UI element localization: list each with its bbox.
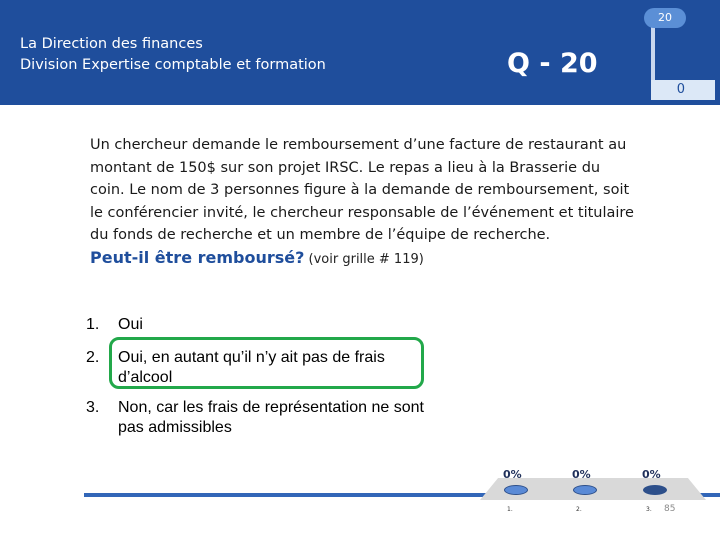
chart-bar [643, 485, 667, 495]
question-prompt [90, 248, 424, 267]
chart-category-label: 2. [576, 506, 582, 513]
answer-text: Non, car les frais de représentation ne sont pas admissibles [118, 399, 424, 436]
correct-answer-highlight [109, 337, 424, 389]
answer-text: Oui, en autant qu’il n’y ait pas de frais d’alcool [118, 349, 385, 386]
chart-value-label: 0% [503, 468, 522, 481]
grid-reference: (voir grille # 119) [304, 252, 424, 267]
chart-category-label: 1. [507, 506, 513, 513]
chart-bar [504, 485, 528, 495]
response-chart [470, 468, 720, 540]
timer-start-label: 20 [644, 8, 686, 28]
answer-number: 2. [86, 349, 100, 366]
chart-category-label: 3. [646, 506, 652, 513]
answer-text: Oui [118, 316, 143, 333]
timer-end-label: 0 [651, 80, 715, 100]
answer-number: 3. [86, 399, 100, 416]
org-line-1: La Direction des finances [20, 36, 203, 52]
question-text: Un chercheur demande le remboursement d’une facture de restaurant au montant de 150$ sur son projet IRSC. Le repas a lieu à la Brasserie du coin. Le nom de 3 personnes figure à la demande de remboursement, soit le conférencier invité, le chercheur responsable de l’événement et titulaire du fonds de recherche et un membre de l’équipe de recherche. [90, 137, 634, 243]
org-line-2: Division Expertise comptable et formation [20, 57, 326, 73]
prompt-text: Peut-il être remboursé? [90, 248, 305, 267]
page-number: 85 [664, 504, 676, 514]
question-title: Q - 20 [507, 48, 598, 79]
chart-bar [573, 485, 597, 495]
organization-name [20, 34, 326, 76]
answer-number: 1. [86, 316, 100, 333]
header-bar [0, 0, 720, 105]
chart-value-label: 0% [572, 468, 591, 481]
chart-value-label: 0% [642, 468, 661, 481]
